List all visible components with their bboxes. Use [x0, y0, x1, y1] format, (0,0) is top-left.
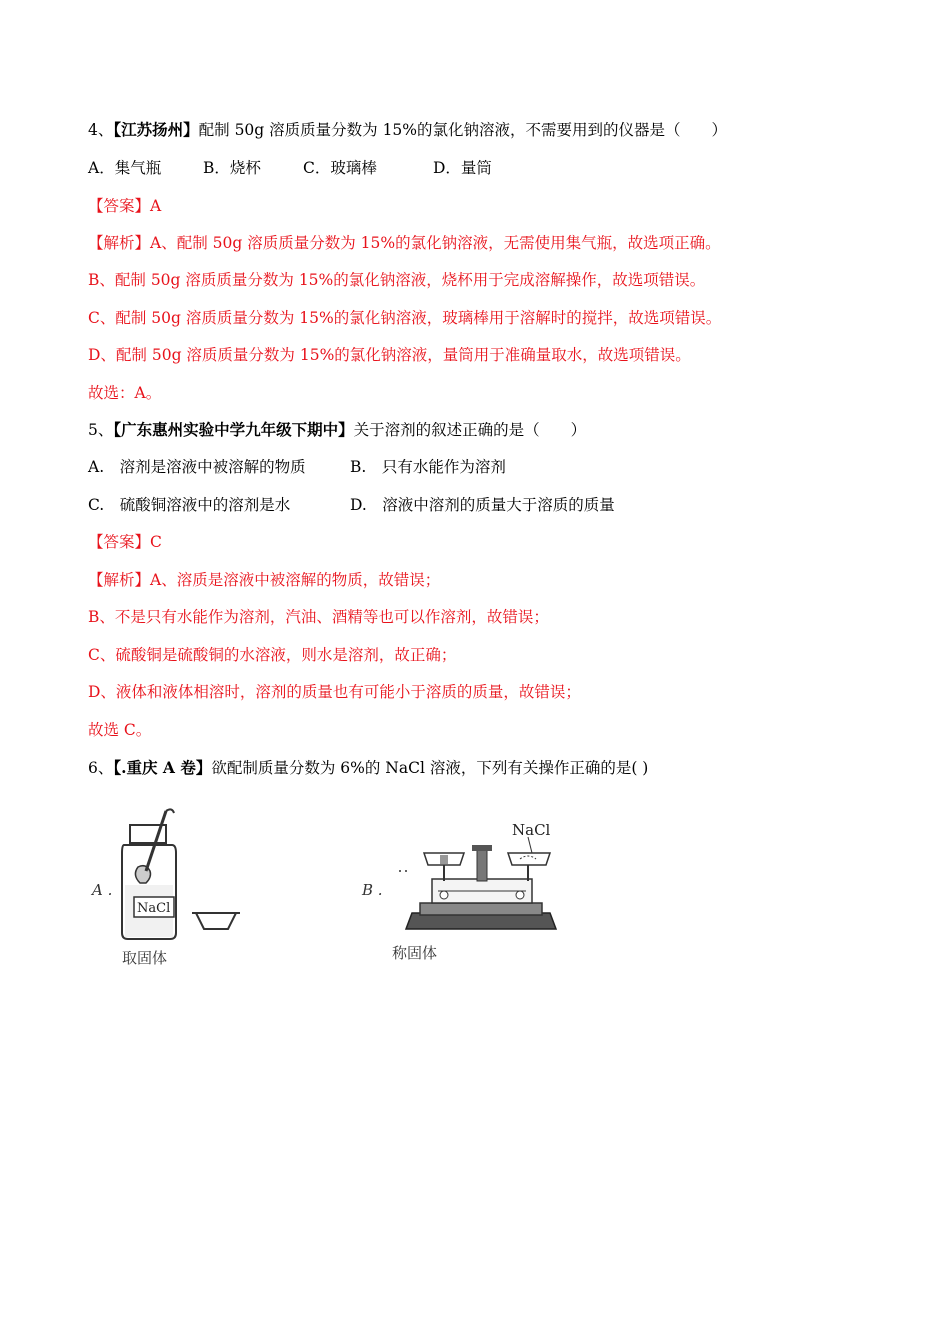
q5-option-c: C. 硫酸铜溶液中的溶剂是水	[88, 496, 291, 514]
q4-analysis-line: 【解析】A、配制 50g 溶质质量分数为 15%的氯化钠溶液，无需使用集气瓶，故选项正确。	[88, 234, 721, 252]
q4-analysis-line: B、配制 50g 溶质质量分数为 15%的氯化钠溶液，烧杯用于完成溶解操作，故选项错误。	[88, 271, 706, 289]
q4-answer: 【答案】A	[88, 197, 162, 215]
q6-source: 【.重庆 A 卷】	[113, 758, 212, 777]
q4-option-b: B．烧杯	[203, 159, 261, 177]
q6-stem-text: 欲配制质量分数为 6%的 NaCl 溶液，下列有关操作正确的是( )	[211, 759, 649, 777]
q5-answer: 【答案】C	[88, 533, 162, 551]
q5-option-a: A. 溶剂是溶液中被溶解的物质	[88, 458, 306, 476]
figure-b-caption: 称固体	[392, 944, 438, 962]
q4-stem	[88, 120, 727, 140]
q4-option-c: C．玻璃棒	[303, 159, 377, 177]
q5-analysis-line: 【解析】A、溶质是溶液中被溶解的物质，故错误；	[88, 571, 441, 589]
figure-a-caption: 取固体	[122, 949, 168, 967]
q4-option-d: D．量筒	[433, 159, 492, 177]
q5-analysis-line: D、液体和液体相溶时，溶剂的质量也有可能小于溶质的质量，故错误；	[88, 683, 581, 701]
q4-conclusion: 故选：A。	[88, 384, 162, 402]
q5-number: 5、	[88, 421, 114, 439]
q4-analysis-line: D、配制 50g 溶质质量分数为 15%的氯化钠溶液，量筒用于准确量取水，故选项错误。	[88, 346, 691, 364]
q4-analysis-line: C、配制 50g 溶质质量分数为 15%的氯化钠溶液，玻璃棒用于溶解时的搅拌，故选项错误。	[88, 309, 722, 327]
figure-a-letter: A .	[92, 881, 113, 899]
figure-a-take-solid	[88, 805, 258, 975]
q5-stem-text: 关于溶剂的叙述正确的是（ ）	[353, 421, 587, 439]
q4-option-a: A．集气瓶	[88, 159, 162, 177]
q5-source: 【广东惠州实验中学九年级下期中】	[113, 420, 354, 439]
q5-analysis-line: B、不是只有水能作为溶剂，汽油、酒精等也可以作溶剂，故错误；	[88, 608, 549, 626]
q4-source: 【江苏扬州】	[113, 120, 199, 139]
q6-stem	[88, 758, 648, 778]
q5-analysis-line: C、硫酸铜是硫酸铜的水溶液，则水是溶剂，故正确；	[88, 646, 457, 664]
q6-number: 6、	[88, 759, 114, 777]
q5-option-d: D. 溶液中溶剂的质量大于溶质的质量	[350, 496, 615, 514]
figure-a-label: NaCl	[137, 901, 171, 916]
q5-stem	[88, 420, 586, 440]
q5-conclusion: 故选 C。	[88, 721, 152, 739]
q4-stem-text: 配制 50g 溶质质量分数为 15%的氯化钠溶液，不需要用到的仪器是（ ）	[198, 121, 728, 139]
figure-b-weigh-solid	[360, 815, 560, 975]
q4-number: 4、	[88, 121, 114, 139]
figure-b-label: NaCl	[512, 821, 551, 839]
q5-option-b: B. 只有水能作为溶剂	[350, 458, 506, 476]
figure-b-letter: B .	[362, 881, 383, 899]
reagent-bottle-diagram	[88, 805, 258, 945]
balance-diagram	[360, 815, 560, 940]
